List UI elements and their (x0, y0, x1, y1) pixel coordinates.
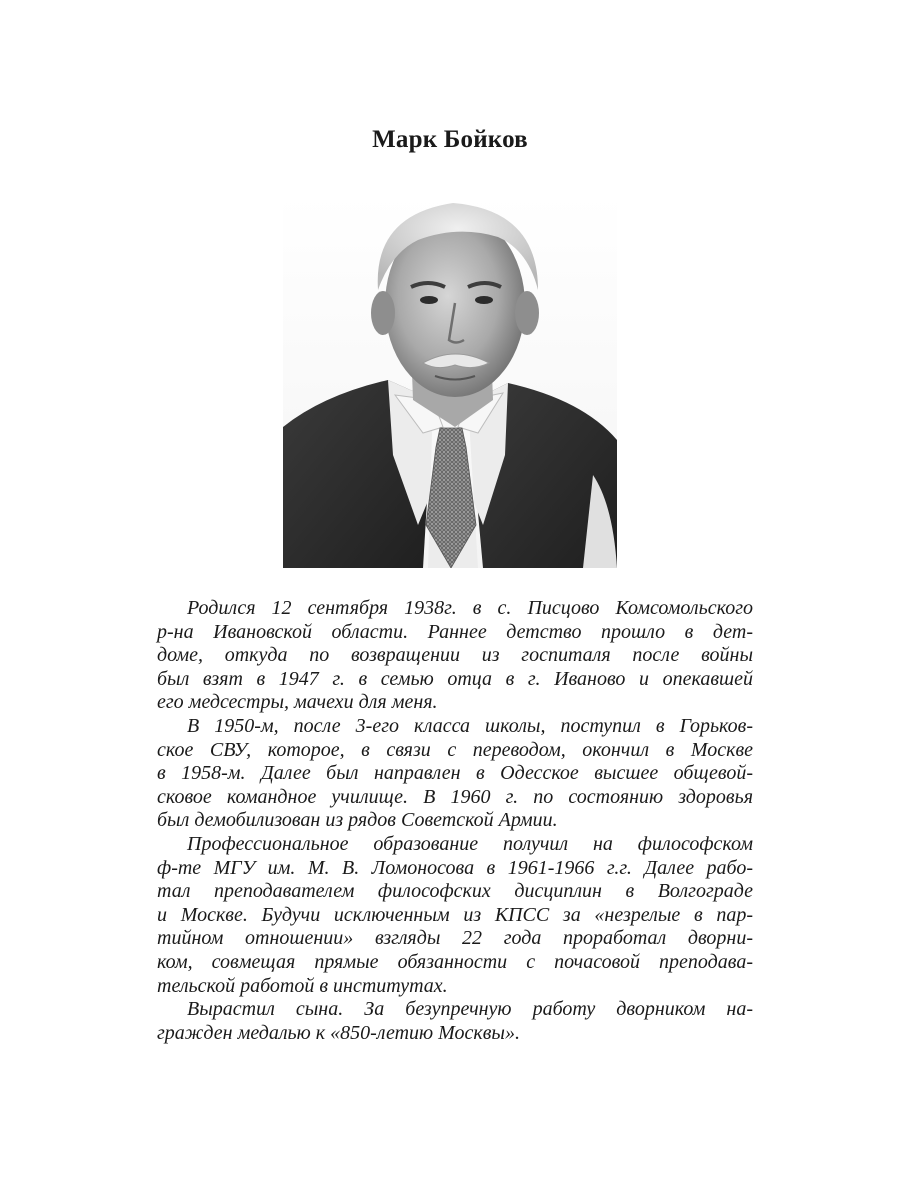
bio-paragraph (157, 597, 753, 715)
bio-line: его медсестры, мачехи для меня. (157, 691, 438, 714)
bio-line: сковое командное училище. В 1960 г. по состоянию здоровья (157, 785, 753, 808)
bio-line: был демобилизован из рядов Советской Армии. (157, 809, 558, 832)
page-title: Марк Бойков (372, 126, 528, 153)
bio-line: Родился 12 сентября 1938г. в с. Писцово Комсомольского (187, 597, 753, 619)
portrait-photo (283, 195, 617, 568)
biography-text (157, 597, 753, 1045)
bio-line: р-на Ивановской области. Раннее детство прошло в дет- (157, 620, 753, 643)
bio-line: тал преподавателем философских дисциплин в Волгограде (157, 880, 753, 903)
bio-line: доме, откуда по возвращении из госпиталя после войны (157, 644, 753, 667)
bio-line: ком, совмещая прямые обязанности с почасовой преподава- (157, 950, 753, 973)
bio-line: гражден медалью к «850-летию Москвы». (157, 1021, 520, 1044)
bio-line: был взят в 1947 г. в семью отца в г. Иваново и опекавшей (157, 667, 753, 690)
bio-line: Вырастил сына. За безупречную работу дворником на- (187, 998, 753, 1021)
bio-paragraph (157, 998, 753, 1045)
bio-paragraph (157, 833, 753, 998)
bio-line: тельской работой в институтах. (157, 974, 448, 997)
bio-line: Профессиональное образование получил на философском (187, 832, 753, 855)
bio-paragraph (157, 715, 753, 833)
bio-line: в 1958-м. Далее был направлен в Одесское высшее общевой- (157, 762, 753, 785)
bio-line: ское СВУ, которое, в связи с переводом, окончил в Москве (157, 738, 753, 761)
bio-line: тийном отношении» взгляды 22 года проработал дворни- (157, 927, 753, 950)
bio-line: и Москве. Будучи исключенным из КПСС за «незрелые в пар- (157, 903, 753, 926)
bio-line: В 1950-м, после 3-его класса школы, поступил в Горьков- (187, 714, 753, 737)
bio-line: ф-те МГУ им. М. В. Ломоносова в 1961-1966 г.г. Далее рабо- (157, 856, 753, 879)
